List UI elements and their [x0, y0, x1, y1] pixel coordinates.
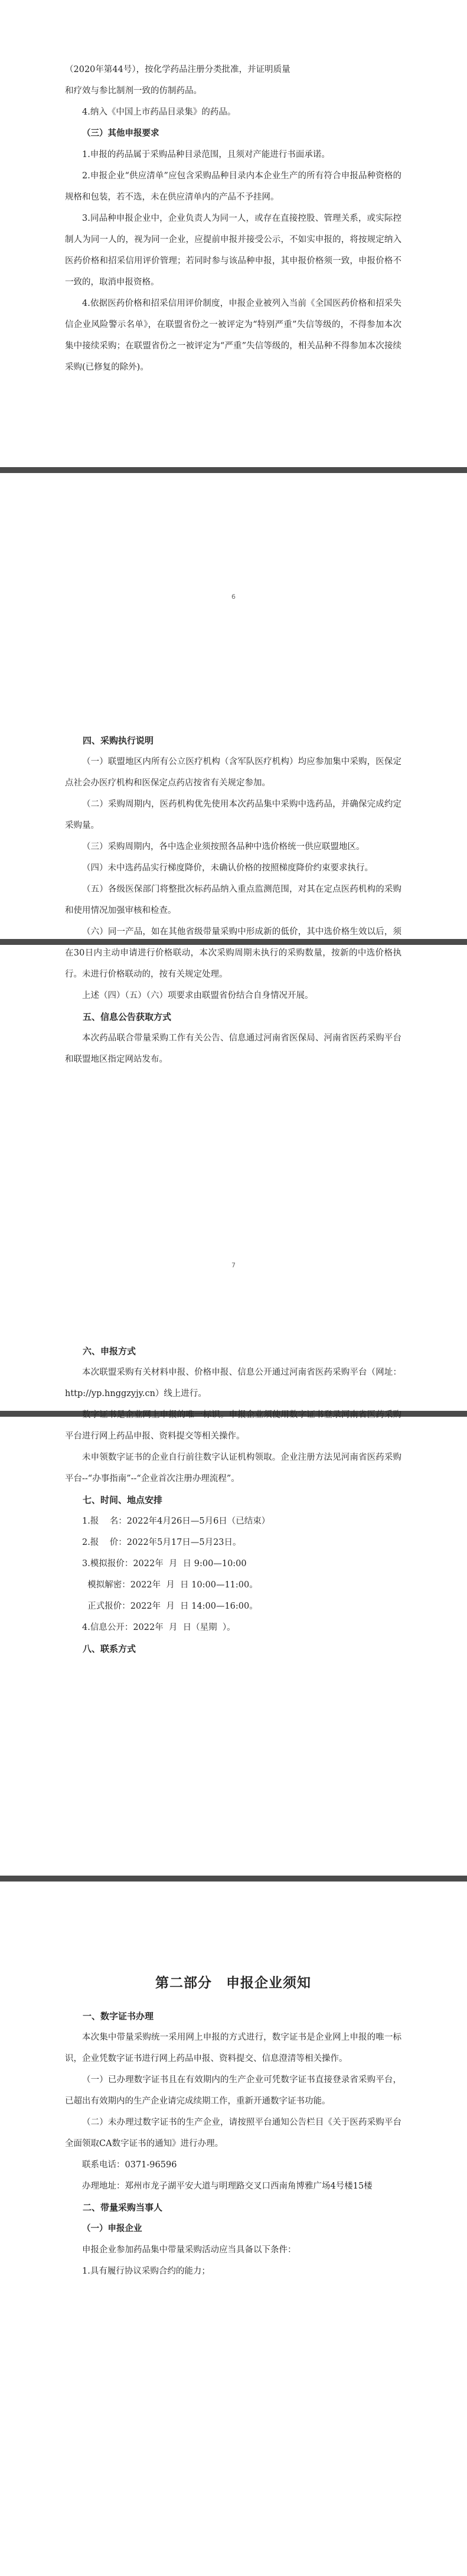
page-1-content	[65, 59, 401, 378]
paragraph: 未申领数字证书的企业自行前往数字认证机构领取。企业注册方法见河南省医药采购平台--“办事指南”--“企业首次注册办理流程”。	[65, 1453, 401, 1483]
section-heading: 一、数字证书办理	[83, 2011, 154, 2021]
subsection-heading: （一）申报企业	[82, 2223, 142, 2233]
section-heading: 八、联系方式	[83, 1644, 136, 1654]
paragraph: （四）未中选药品实行梯度降价，未确认价格的按照梯度降价约束要求执行。	[82, 863, 373, 873]
list-item: 4.纳入《中国上市药品目录集》的药品。	[82, 107, 236, 117]
paragraph: （二）采购周期内，医药机构优先使用本次药品集中采购中选药品，并确保完成约定采购量。	[65, 800, 401, 830]
paragraph: （一）已办理数字证书且在有效期内的生产企业可凭数字证书直接登录省采购平台，已超出有效期内的生产企业请完成续期工作，重新开通数字证书功能。	[65, 2075, 401, 2106]
paragraph: 3.同品种申报企业中，企业负责人为同一人，或存在直接控股、管理关系，或实际控制人为同一人的，视为同一企业，应提前申报并接受公示，不如实申报的，将按规定纳入医药价格和招采信用评价管理；若同时参与该品种申报，其申报价格须一致，申报价格不一致的，取消申报资格。	[65, 214, 401, 287]
text-line: 和疗效与参比制剂一致的仿制药品。	[65, 86, 202, 96]
page-separator	[0, 1876, 467, 1882]
contact-address: 办理地址：郑州市龙子湖平安大道与明理路交叉口西南角博雅广场4号楼15楼	[82, 2182, 373, 2191]
section-heading: 七、时间、地点安排	[83, 1495, 163, 1505]
part-title: 第二部分 申报企业须知	[155, 1975, 311, 1991]
page-number: 7	[231, 1261, 236, 1269]
paragraph: 本次药品联合带量采购工作有关公告、信息通过河南省医保局、河南省医药采购平台和联盟地区指定网站发布。	[65, 1033, 401, 1064]
section-heading: 五、信息公告获取方式	[83, 1012, 172, 1022]
paragraph: （六）同一产品，如在其他省级带量采购中形成新的低价，其中选价格生效以后，须在30日内主动申请进行价格联动，本次采购周期未执行的采购数量，按新的中选价格执行。未进行价格联动的，按有关规定处理。	[65, 927, 401, 979]
paragraph: 1.具有履行协议采购合约的能力；	[82, 2267, 210, 2276]
paragraph: 上述（四）（五）（六）项要求由联盟省份结合自身情况开展。	[82, 991, 313, 1000]
paragraph: 数字证书是企业网上申报的唯一标识。申报企业须使用数字证书登录河南省医药采购平台进行网上药品申报、资料提交等相关操作。	[65, 1410, 401, 1441]
schedule-row: 3.模拟报价：2022年 月 日 9:00—10:00	[82, 1559, 247, 1569]
paragraph: 本次集中带量采购统一采用网上申报的方式进行，数字证书是企业网上申报的唯一标识，企业凭数字证书进行网上药品申报、资料提交、信息澄清等相关操作。	[65, 2033, 401, 2063]
schedule-row: 模拟解密：2022年 月 日 10:00—11:00。	[82, 1580, 258, 1590]
paragraph: 本次联盟采购有关材料申报、价格申报、信息公开通过河南省医药采购平台（网址：http://yp.hnggzyjy.cn）线上进行。	[65, 1368, 401, 1398]
paragraph: （二）未办理过数字证书的生产企业，请按照平台通知公告栏目《关于医药采购平台全面领取CA数字证书的通知》进行办理。	[65, 2118, 401, 2148]
page-2-content	[65, 730, 401, 1070]
schedule-row: 2.报 价：2022年5月17日—5月23日。	[82, 1538, 241, 1547]
paragraph: （五）各级医保部门将整批次标药品纳入重点监测范围，对其在定点医药机构的采购和使用情况加强审核和检查。	[65, 885, 401, 915]
page-3-content	[65, 1341, 401, 1659]
schedule-row: 4.信息公开：2022年 月 日（星期 ）。	[82, 1623, 236, 1632]
paragraph: 4.依据医药价格和招采信用评价制度，申报企业被列入当前《全国医药价格和招采失信企业风险警示名单》，在联盟省份之一被评定为“特别严重”失信等级的，不得参加本次集中接续采购；在联盟省份之一被评定为“严重”失信等级的，相关品种不得参加本次接续采购(已修复的除外)。	[65, 299, 401, 372]
section-heading: （三）其他申报要求	[82, 128, 159, 138]
contact-phone: 联系电话：0371-96596	[82, 2160, 177, 2170]
paragraph: （一）联盟地区内所有公立医疗机构（含军队医疗机构）均应参加集中采购，医保定点社会办医疗机构和医保定点药店按省有关规定参加。	[65, 757, 401, 788]
paragraph: 1.申报的药品属于采购品种目录范围，且须对产能进行书面承诺。	[82, 150, 330, 159]
text-line: （2020年第44号），按化学药品注册分类批准，并证明质量	[65, 65, 290, 74]
schedule-row: 正式报价：2022年 月 日 14:00—16:00。	[82, 1602, 258, 1611]
section-heading: 六、申报方式	[83, 1346, 136, 1357]
section-heading: 二、带量采购当事人	[83, 2202, 163, 2213]
paragraph: 申报企业参加药品集中带量采购活动应当具备以下条件：	[82, 2245, 296, 2255]
page-number: 6	[231, 593, 236, 601]
paragraph: （三）采购周期内，各中选企业须按照各品种中选价格统一供应联盟地区。	[82, 842, 365, 852]
section-heading: 四、采购执行说明	[83, 735, 154, 746]
page-4-content	[65, 1972, 401, 2282]
page-separator	[0, 467, 467, 473]
paragraph: 2.申报企业“供应清单”应包含采购品种目录内本企业生产的所有符合申报品种资格的规格和包装，若不选，未在供应清单内的产品不予挂网。	[65, 171, 401, 202]
schedule-row: 1.报 名：2022年4月26日—5月6日（已结束）	[82, 1517, 270, 1526]
